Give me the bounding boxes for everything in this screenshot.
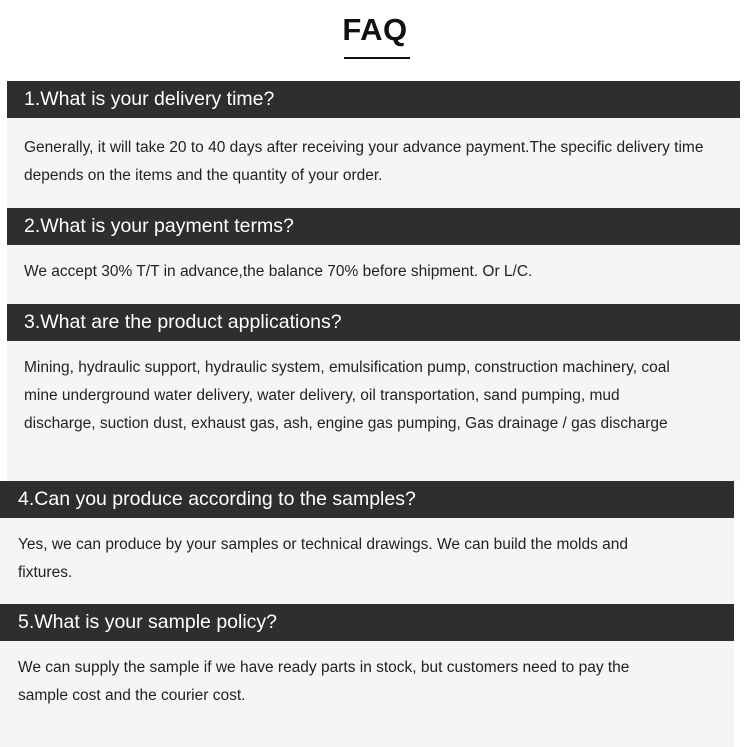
page-title: FAQ [342,12,408,47]
faq-question-4: 4.Can you produce according to the samples? [0,481,734,518]
faq-question-3: 3.What are the product applications? [7,304,740,341]
faq-question-2: 2.What is your payment terms? [7,208,740,245]
title-underline [344,57,410,59]
faq-answer-2: We accept 30% T/T in advance,the balance 70% before shipment. Or L/C. [7,245,740,304]
faq-answer-4: Yes, we can produce by your samples or technical drawings. We can build the molds and fixtures. [0,518,734,604]
faq-answer-5: We can supply the sample if we have ready parts in stock, but customers need to pay the sample cost and the courier cost. [0,641,734,747]
faq-answer-3: Mining, hydraulic support, hydraulic system, emulsification pump, construction machinery, coal mine underground water delivery, water delivery, oil transportation, sand pumping, mud discharge, suction dust, exhaust gas, ash, engine gas pumping, Gas drainage / gas discharge [7,341,740,481]
faq-answer-1: Generally, it will take 20 to 40 days after receiving your advance payment.The specific delivery time depends on the items and the quantity of your order. [7,118,740,208]
faq-question-5: 5.What is your sample policy? [0,604,734,641]
faq-question-1: 1.What is your delivery time? [7,81,740,118]
